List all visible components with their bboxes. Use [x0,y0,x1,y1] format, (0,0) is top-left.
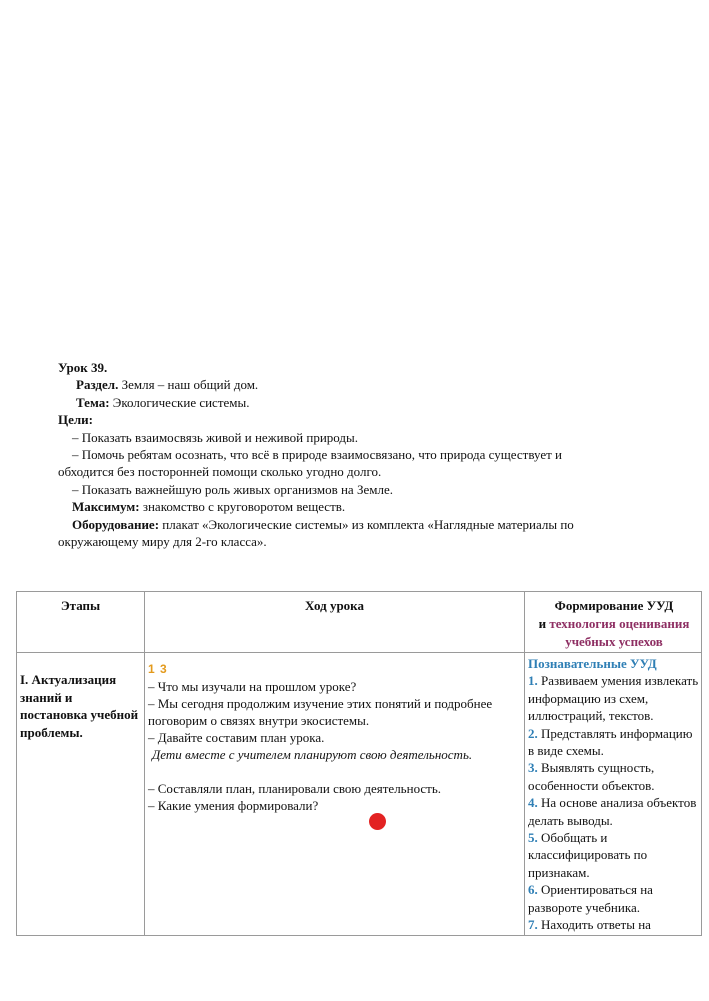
lesson-topic: Тема: Экологические системы. [76,394,250,410]
course-line-2: – Мы сегодня продолжим изучение этих понятий и подробнее поговорим о связях внутри экосистемы. [148,696,493,728]
course-line-4: – Составляли план, планировали свою деятельность. [148,781,442,796]
lesson-goal-1: – Показать взаимосвязь живой и неживой природы. [72,429,358,445]
uud-item: 3. Выявлять сущность, особенности объектов. [528,760,655,793]
lesson-goal-3: – Показать важнейшую роль живых организмов на Земле. [72,481,393,497]
header-uud-line2: и технология оценивания [538,616,690,631]
header-uud-line3: учебных успехов [565,634,663,649]
lesson-section: Раздел. Земля – наш общий дом. [76,377,259,393]
lesson-number: Урок 39. [58,360,108,375]
uud-title: Познавательные УУД [528,656,657,671]
header-uud-line1: Формирование УУД [554,598,674,613]
lesson-header [58,359,658,550]
course-line-1: – Что мы изучали на прошлом уроке? [148,679,357,694]
lesson-equipment: Оборудование: плакат «Экологические системы» из комплекта «Наглядные материалы по [72,516,574,532]
spacer [148,763,520,780]
red-marker-dot [369,813,386,830]
stage-cell: I. Актуализация знаний и постановка учебной проблемы. [20,672,139,740]
lesson-goals-label: Цели: [58,412,93,428]
uud-item: 6. Ориентироваться на развороте учебника. [528,882,653,915]
course-cell [148,661,520,814]
slide-numbers: 1 3 [148,662,168,676]
lesson-equipment-cont: окружающему миру для 2-го класса». [58,534,267,550]
uud-cell [528,655,701,933]
table-divider [144,592,145,935]
uud-item: 5. Обобщать и классифицировать по признакам. [528,830,648,880]
uud-item: 4. На основе анализа объектов делать выводы. [528,795,697,828]
lesson-maximum: Максимум: знакомство с круговоротом веществ. [72,499,346,515]
uud-item: 2. Представлять информацию в виде схемы. [528,725,693,759]
lesson-goal-2-cont: обходится без посторонней помощи сколько угодно долго. [58,464,382,480]
uud-item: 1. Развиваем умения извлекать информацию из схем, иллюстраций, текстов. [528,673,699,724]
header-course: Ход урока [305,598,364,613]
course-italic-note: Дети вместе с учителем планируют свою деятельность. [152,747,473,762]
uud-item: 7. Находить ответы на [528,917,651,933]
lesson-goal-2: – Помочь ребятам осознать, что всё в природе взаимосвязано, что природа существует и [72,447,563,463]
header-uud [525,597,703,651]
header-stages: Этапы [60,598,101,613]
lesson-table [16,591,702,936]
table-header-divider [17,652,701,653]
course-line-5: – Какие умения формировали? [148,798,319,813]
course-line-3: – Давайте составим план урока. [148,730,325,745]
